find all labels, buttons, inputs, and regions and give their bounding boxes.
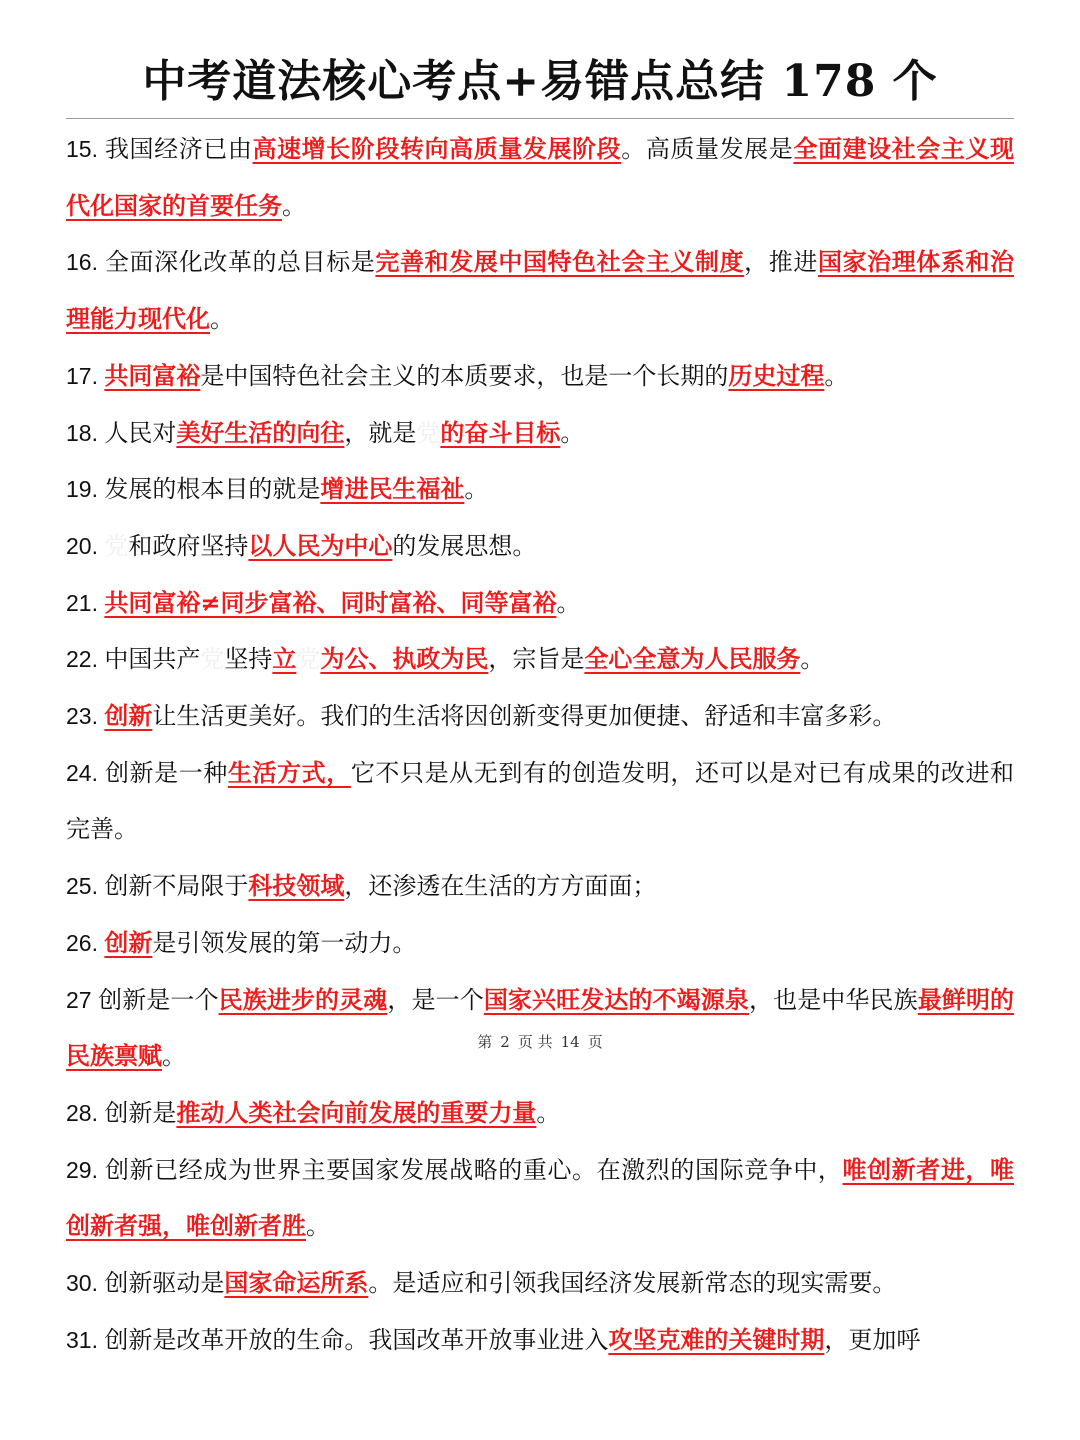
item-text: 创新驱动是 [104, 1269, 225, 1298]
list-item [66, 858, 1014, 915]
list-item [66, 1255, 1014, 1312]
highlighted-key-phrase: 全心全意为人民服务 [584, 645, 801, 674]
item-text: 中国共产 [104, 645, 201, 674]
item-text: 人民对 [104, 418, 177, 447]
item-text: 是中国特色社会主义的本质要求，也是一个长期的 [200, 361, 729, 390]
list-item [66, 405, 1014, 462]
item-text: 。高质量发展是 [621, 135, 794, 163]
item-number: 27 [66, 986, 99, 1013]
item-text: 坚持 [224, 645, 273, 674]
item-text: 创新是一个 [98, 985, 219, 1014]
item-text: ，是一个 [387, 985, 484, 1014]
title-divider [66, 118, 1014, 119]
footer-prefix: 第 [477, 1033, 493, 1051]
list-item [66, 518, 1014, 575]
item-number: 31. [66, 1326, 105, 1353]
highlighted-key-phrase: 攻坚克难的关键时期 [608, 1325, 825, 1354]
item-text: ，还渗透在生活的方方面面； [344, 872, 657, 901]
highlighted-key-phrase: 民族进步的灵魂 [218, 985, 388, 1014]
list-item [66, 972, 1014, 1085]
item-text: 全面深化改革的总目标是 [104, 248, 376, 277]
highlighted-key-phrase: 历史过程 [728, 361, 825, 390]
item-text: 创新是改革开放的生命。我国改革开放事业进入 [104, 1325, 609, 1354]
item-number: 25. [66, 873, 105, 900]
item-text: 创新已经成为世界主要国家发展战略的重心。在激烈的国际竞争中， [104, 1155, 843, 1184]
highlighted-key-phrase: 创新 [104, 702, 153, 731]
item-text: 和政府坚持 [128, 531, 249, 560]
list-item [66, 688, 1014, 745]
list-item [66, 1312, 1014, 1369]
item-text: ，推进 [744, 248, 818, 277]
highlighted-key-phrase: 最鲜明的民族禀赋 [66, 985, 1015, 1071]
list-item [66, 461, 1014, 518]
footer-suffix: 页 [587, 1033, 603, 1051]
item-text: ，也是中华民族 [748, 985, 918, 1014]
highlighted-key-phrase: 完善和发展中国特色社会主义制度 [375, 248, 745, 277]
highlighted-key-phrase: 增进民生福祉 [320, 475, 465, 504]
highlighted-key-phrase: 共同富裕≠同步富裕、同时富裕、同等富裕 [104, 588, 557, 617]
item-number: 17. [66, 362, 105, 389]
item-number: 15. [66, 136, 105, 162]
faded-character: 党 [296, 645, 321, 674]
item-text: 发展的根本目的就是 [104, 475, 321, 504]
item-text: 。 [800, 645, 825, 674]
highlighted-key-phrase: 高速增长阶段转向高质量发展阶段 [252, 135, 622, 163]
item-text: 是引领发展的第一动力。 [152, 928, 417, 957]
item-text: 创新不局限于 [104, 872, 249, 901]
item-text: 。 [282, 191, 306, 220]
item-number: 29. [66, 1156, 105, 1183]
page-footer [0, 1031, 1080, 1052]
faded-character: 党 [416, 418, 441, 447]
item-number: 16. [66, 249, 105, 276]
list-item [66, 745, 1014, 858]
item-text: 。 [556, 588, 581, 617]
item-number: 19. [66, 476, 105, 503]
item-text: 。 [824, 361, 849, 390]
highlighted-key-phrase: 推动人类社会向前发展的重要力量 [176, 1098, 537, 1127]
highlighted-key-phrase: 唯创新者进，唯创新者强，唯创新者胜 [66, 1155, 1015, 1241]
footer-total-pages: 14 [560, 1033, 580, 1051]
item-number: 20. [66, 532, 105, 559]
item-text: 它不只是从无到有的创造发明，还可以是对已有成果的改进和完善。 [66, 758, 1015, 844]
list-item [66, 631, 1014, 688]
item-text: ，更加呼 [824, 1325, 921, 1354]
item-text: 。 [210, 305, 234, 334]
list-item [66, 234, 1014, 347]
footer-page-number: 2 [500, 1033, 510, 1051]
highlighted-key-phrase: 科技领域 [248, 872, 345, 901]
highlighted-key-phrase: 国家治理体系和治理能力现代化 [66, 248, 1015, 334]
item-text: 。 [464, 475, 489, 504]
list-item [66, 1085, 1014, 1142]
list-item [66, 915, 1014, 972]
item-text: 的发展思想。 [392, 531, 537, 560]
page-title: 中考道法核心考点+易错点总结 178 个 [142, 56, 938, 107]
list-item [66, 348, 1014, 405]
faded-character: 党 [200, 645, 225, 674]
highlighted-key-phrase: 为公、执政为民 [320, 645, 489, 674]
list-item [66, 121, 1014, 234]
item-text: 。 [560, 418, 585, 447]
item-number: 22. [66, 646, 105, 673]
item-number: 26. [66, 929, 105, 956]
item-number: 24. [66, 759, 105, 786]
item-text: 我国经济已由 [104, 135, 253, 163]
highlighted-key-phrase: 生活方式， [227, 758, 351, 787]
highlighted-key-phrase: 国家命运所系 [224, 1269, 369, 1298]
item-text: ，宗旨是 [488, 645, 585, 674]
item-text: 创新是 [104, 1098, 177, 1127]
highlighted-key-phrase: 共同富裕 [104, 361, 201, 390]
item-text: 。 [162, 1042, 186, 1071]
list-item [66, 575, 1014, 632]
item-number: 18. [66, 419, 105, 446]
highlighted-key-phrase: 美好生活的向往 [176, 418, 345, 447]
item-text: 。是适应和引领我国经济发展新常态的现实需要。 [368, 1269, 897, 1298]
item-text: 让生活更美好。我们的生活将因创新变得更加便捷、舒适和丰富多彩。 [152, 702, 897, 731]
document-body [66, 121, 1014, 1368]
item-text: 。 [306, 1212, 330, 1241]
highlighted-key-phrase: 全面建设社会主义现代化国家的首要任务 [66, 135, 1015, 220]
list-item [66, 1142, 1014, 1255]
highlighted-key-phrase: 立 [272, 645, 297, 674]
item-number: 21. [66, 589, 105, 616]
item-number: 28. [66, 1099, 105, 1126]
faded-character: 党 [104, 531, 129, 560]
item-text: 。 [536, 1098, 561, 1127]
footer-mid: 页 共 [517, 1033, 553, 1051]
item-number: 30. [66, 1270, 105, 1297]
highlighted-key-phrase: 的奋斗目标 [440, 418, 561, 447]
item-number: 23. [66, 703, 105, 730]
item-text: ，就是 [344, 418, 417, 447]
highlighted-key-phrase: 以人民为中心 [248, 531, 393, 560]
highlighted-key-phrase: 创新 [104, 928, 153, 957]
item-text: 创新是一种 [104, 758, 228, 787]
highlighted-key-phrase: 国家兴旺发达的不竭源泉 [483, 985, 749, 1014]
